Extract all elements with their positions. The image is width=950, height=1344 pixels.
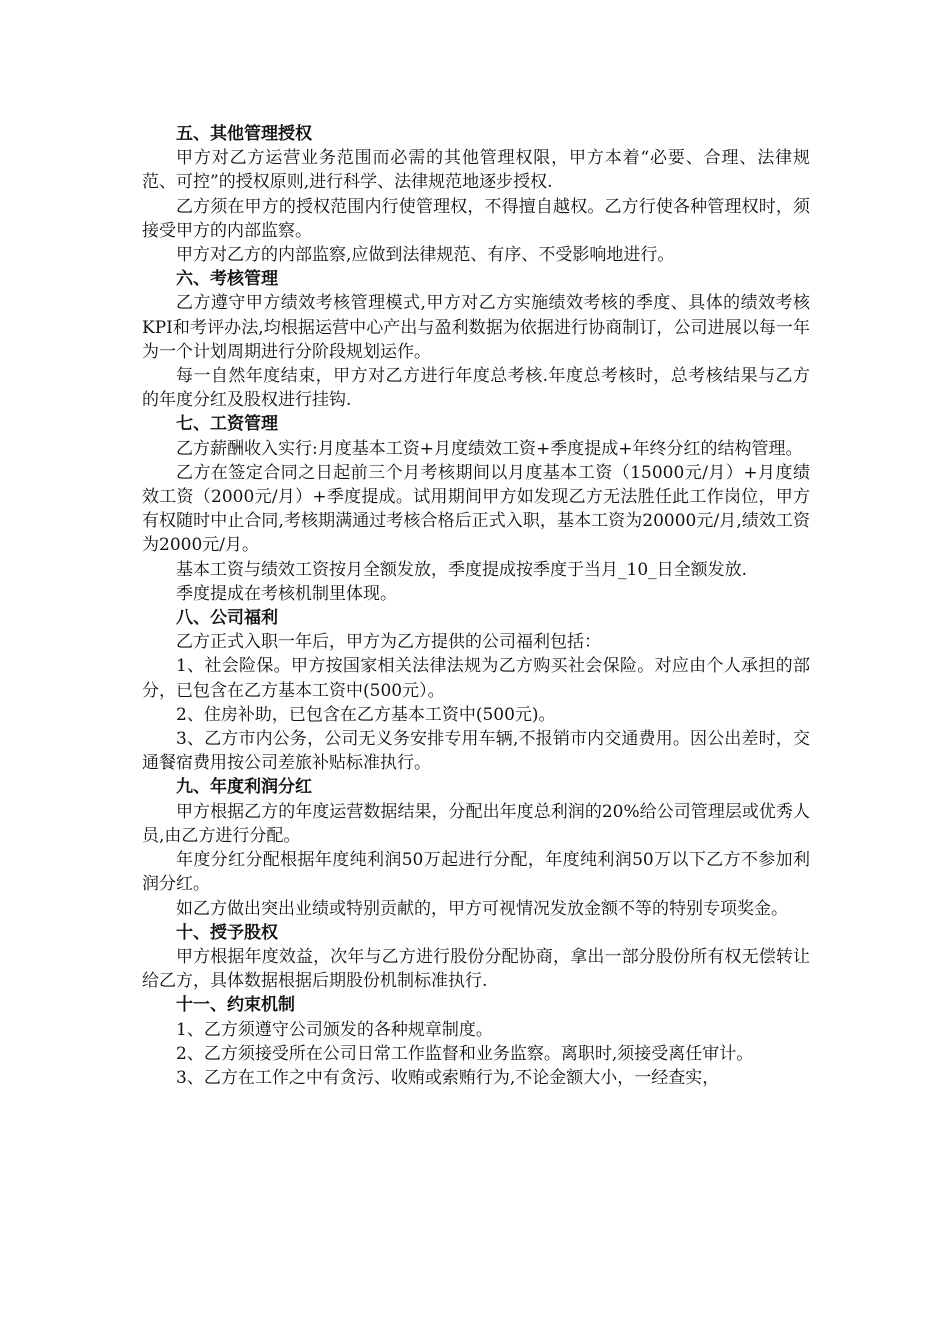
- paragraph: 如乙方做出突出业绩或特别贡献的，甲方可视情况发放金额不等的特别专项奖金。: [176, 898, 788, 919]
- list-item: 1、乙方须遵守公司颁发的各种规章制度。: [176, 1019, 493, 1040]
- paragraph: 甲方对乙方的内部监察,应做到法律规范、有序、不受影响地进行。: [176, 245, 675, 266]
- paragraph: 季度提成在考核机制里体现。: [176, 583, 397, 604]
- paragraph: 乙方在签定合同之日起前三个月考核期间以月度基本工资（15000元/月）+月度绩效工资（2000元/月）+季度提成。试用期间甲方如发现乙方无法胜任此工作岗位，甲方有权随时中止合同,考核期满通过考核合格后正式入职，基本工资为20000元/月,绩效工资为2000元/月。: [142, 462, 810, 556]
- paragraph: 乙方正式入职一年后，甲方为乙方提供的公司福利包括：: [176, 632, 601, 653]
- list-item: 1、社会险保。甲方按国家相关法律法规为乙方购买社会保险。对应由个人承担的部分，已包含在乙方基本工资中(500元）。: [142, 656, 810, 701]
- section-heading: 五、其他管理授权: [176, 124, 312, 144]
- list-item: 3、乙方市内公务，公司无义务安排专用车辆,不报销市内交通费用。因公出差时，交通餐宿费用按公司差旅补贴标准执行。: [142, 729, 810, 774]
- paragraph: 年度分红分配根据年度纯利润50万起进行分配，年度纯利润50万以下乙方不参加利润分红。: [142, 850, 810, 895]
- section-heading: 十一、约束机制: [176, 995, 295, 1016]
- paragraph: 甲方根据乙方的年度运营数据结果，分配出年度总利润的20%给公司管理层或优秀人员,由乙方进行分配。: [142, 801, 810, 846]
- section-heading: 七、工资管理: [176, 414, 278, 435]
- section-heading: 九、年度利润分红: [176, 777, 312, 798]
- list-item: 2、乙方须接受所在公司日常工作监督和业务监察。离职时,须接受离任审计。: [176, 1043, 754, 1064]
- paragraph: 乙方遵守甲方绩效考核管理模式,甲方对乙方实施绩效考核的季度、具体的绩效考核KPI和考评办法,均根据运营中心产出与盈利数据为依据进行协商制订，公司进展以每一年为一个计划周期进行分阶段规划运作。: [142, 293, 810, 362]
- paragraph: 每一自然年度结束，甲方对乙方进行年度总考核.年度总考核时，总考核结果与乙方的年度分红及股权进行挂钩.: [142, 366, 810, 411]
- section-heading: 十、授予股权: [176, 922, 278, 943]
- paragraph: 甲方根据年度效益，次年与乙方进行股份分配协商，拿出一部分股份所有权无偿转让给乙方，具体数据根据后期股份机制标准执行.: [142, 946, 810, 992]
- paragraph: 基本工资与绩效工资按月全额发放，季度提成按季度于当月_10_日全额发放.: [176, 559, 748, 580]
- section-heading: 六、考核管理: [176, 269, 278, 290]
- paragraph: 乙方薪酬收入实行:月度基本工资+月度绩效工资+季度提成+年终分红的结构管理。: [176, 438, 803, 459]
- paragraph: 乙方须在甲方的授权范围内行使管理权，不得擅自越权。乙方行使各种管理权时，须接受甲方的内部监察。: [142, 196, 810, 241]
- section-heading: 八、公司福利: [176, 608, 278, 629]
- document-body: [142, 122, 810, 1090]
- paragraph: 甲方对乙方运营业务范围而必需的其他管理权限，甲方本着“必要、合理、法律规范、可控”的授权原则,进行科学、法律规范地逐步授权.: [142, 148, 810, 193]
- list-item: 2、住房补助，已包含在乙方基本工资中(500元)。: [176, 704, 556, 725]
- list-item: 3、乙方在工作之中有贪污、收贿或索贿行为,不论金额大小，一经查实，: [176, 1067, 720, 1088]
